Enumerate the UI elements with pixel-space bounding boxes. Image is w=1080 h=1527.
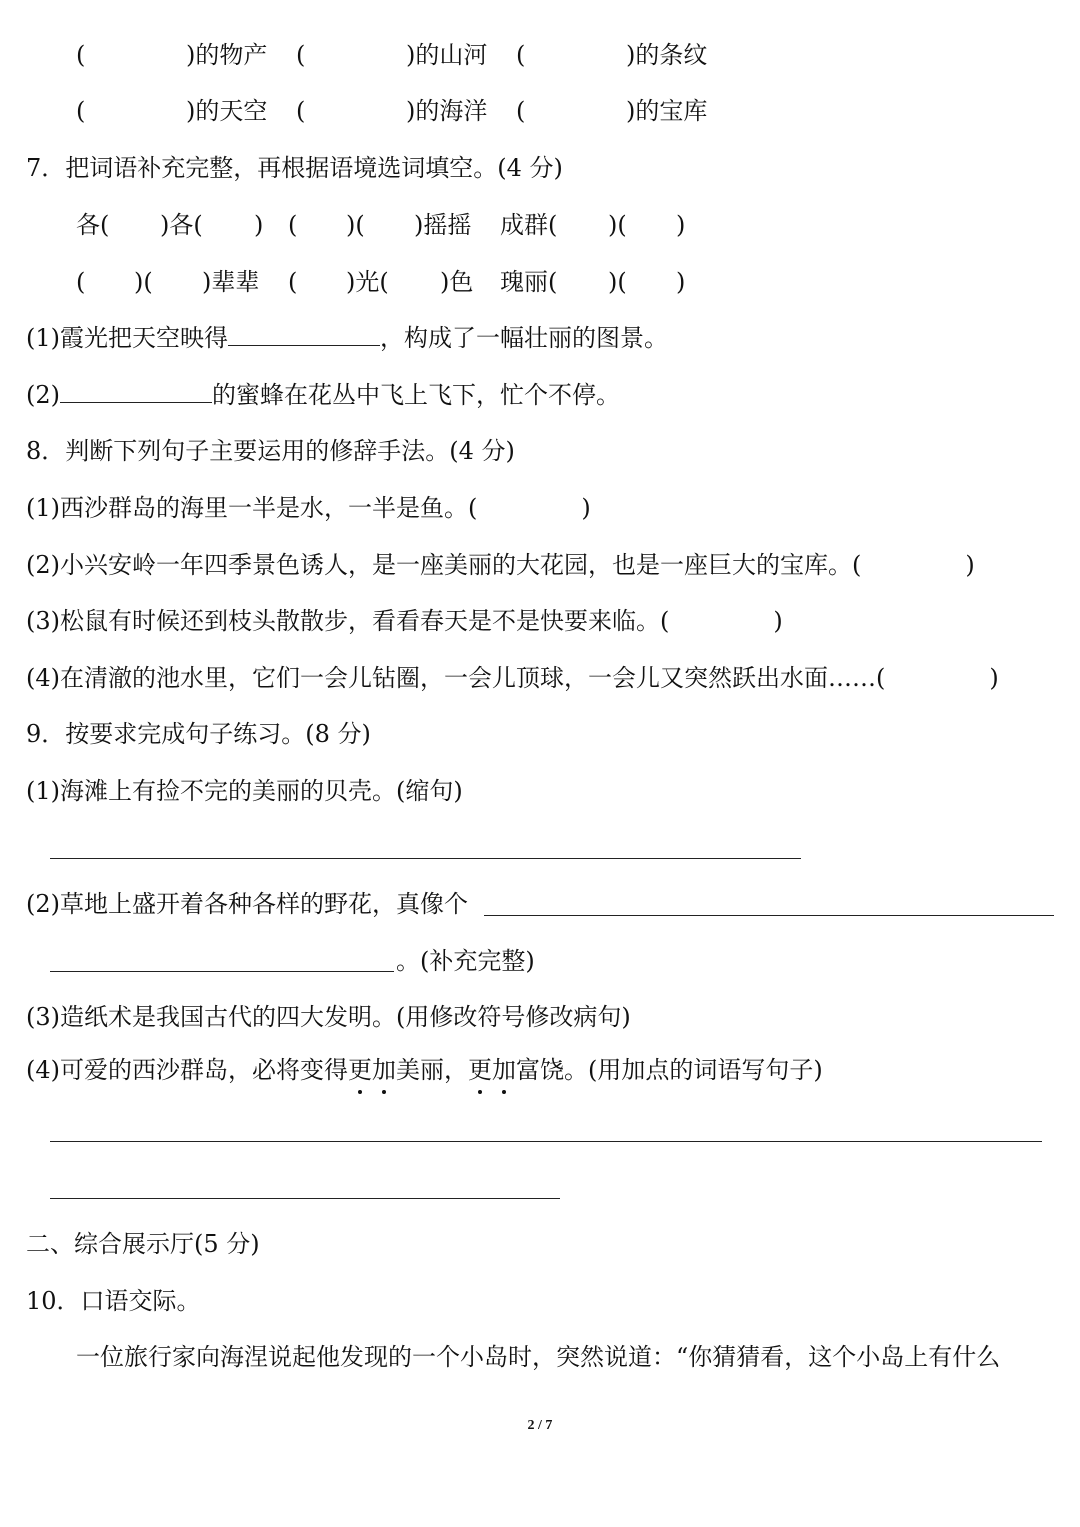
item-text: (3)松鼠有时候还到枝头散散步，看看春天是不是快要来临。( (26, 607, 670, 635)
sentence-text: (4)可爱的西沙群岛，必将变得 (26, 1056, 348, 1084)
dotted-char: 更 (468, 1056, 492, 1084)
paren-open: ( (296, 97, 306, 125)
paren-open: ( (76, 41, 86, 69)
blank-label: )的海洋 (406, 97, 488, 125)
fill-word: ( (76, 268, 86, 296)
paren-open: ( (296, 41, 306, 69)
sentence-text: ，构成了一幅壮丽的图景。 (380, 324, 668, 352)
blank-label: )的天空 (186, 97, 268, 125)
paren-close: ) (773, 607, 783, 635)
blank-label: )的物产 (186, 41, 268, 69)
fill-word: )摇摇 (414, 211, 472, 239)
fill-word: ) (676, 211, 686, 239)
dotted-char: 更 (348, 1056, 372, 1084)
answer-line[interactable] (50, 1198, 560, 1199)
fill-word: ( (288, 211, 298, 239)
q9-sentence-2 (26, 889, 468, 919)
q9-sentence-4 (26, 1055, 823, 1085)
q8-title: 8．判断下列句子主要运用的修辞手法。(4 分) (26, 437, 515, 465)
fill-word: 瑰丽( (500, 268, 558, 296)
answer-blank[interactable] (60, 380, 212, 403)
paren-close: ) (989, 664, 999, 692)
sentence-text: (2)草地上盛开着各种各样的野花，真像个 (26, 890, 468, 918)
q10-title: 10．口语交际。 (26, 1287, 201, 1315)
paren-open: ( (516, 97, 526, 125)
fill-word: 成群( (500, 211, 558, 239)
fill-word: 各( (76, 211, 110, 239)
fill-word: ( (288, 268, 298, 296)
item-text: (2)小兴安岭一年四季景色诱人，是一座美丽的大花园，也是一座巨大的宝库。( (26, 551, 862, 579)
sentence-text: 富饶。(用加点的词语写句子) (516, 1056, 823, 1084)
q8-item-3 (26, 606, 783, 636)
q8-item-4 (26, 663, 999, 693)
fill-word: )色 (440, 268, 474, 296)
fill-word: )( (134, 268, 153, 296)
answer-line[interactable] (50, 971, 394, 972)
sentence-text: (1)霞光把天空映得 (26, 324, 228, 352)
blank-label: )的宝库 (626, 97, 708, 125)
paren-open: ( (76, 97, 86, 125)
paren-close: ) (581, 494, 591, 522)
fill-word: ) (254, 211, 264, 239)
q9-sentence-3: (3)造纸术是我国古代的四大发明。(用修改符号修改病句) (26, 1003, 631, 1031)
fill-word: )( (346, 211, 365, 239)
dotted-char: 加 (492, 1056, 516, 1084)
sentence-text: (2) (26, 381, 60, 409)
page-number: 2 / 7 (527, 1418, 553, 1433)
section-heading: 二、综合展示厅(5 分) (26, 1230, 260, 1258)
q9-sentence-1: (1)海滩上有捡不完的美丽的贝壳。(缩句) (26, 777, 463, 805)
q7-sentence-2 (26, 380, 620, 410)
fill-word: )( (608, 211, 627, 239)
paren-close: ) (965, 551, 975, 579)
item-text: (1)西沙群岛的海里一半是水，一半是鱼。( (26, 494, 478, 522)
blank-label: )的山河 (406, 41, 488, 69)
fill-word: )光( (346, 268, 389, 296)
fill-word: ) (676, 268, 686, 296)
fill-word: )各( (160, 211, 203, 239)
q8-item-2 (26, 550, 975, 580)
sentence-text: 的蜜蜂在花丛中飞上飞下，忙个不停。 (212, 381, 620, 409)
item-text: (4)在清澈的池水里，它们一会儿钻圈，一会儿顶球，一会儿又突然跃出水面……( (26, 664, 886, 692)
q7-title: 7．把词语补充完整，再根据语境选词填空。(4 分) (26, 154, 563, 182)
q9-title: 9．按要求完成句子练习。(8 分) (26, 720, 371, 748)
answer-line[interactable] (484, 915, 1054, 916)
blank-label: )的条纹 (626, 41, 708, 69)
dotted-char: 加 (372, 1056, 396, 1084)
q7-sentence-1 (26, 323, 668, 353)
answer-line[interactable] (50, 1141, 1042, 1142)
fill-word: )( (608, 268, 627, 296)
q8-item-1 (26, 493, 591, 523)
sentence-text: 美丽， (396, 1056, 468, 1084)
fill-word: )辈辈 (202, 268, 260, 296)
paren-open: ( (516, 41, 526, 69)
q10-paragraph: 一位旅行家向海涅说起他发现的一个小岛时，突然说道：“你猜猜看，这个小岛上有什么 (76, 1343, 1001, 1371)
q9-sentence-2-tail: 。(补充完整) (396, 947, 535, 975)
answer-line[interactable] (50, 858, 801, 859)
answer-blank[interactable] (228, 323, 380, 346)
